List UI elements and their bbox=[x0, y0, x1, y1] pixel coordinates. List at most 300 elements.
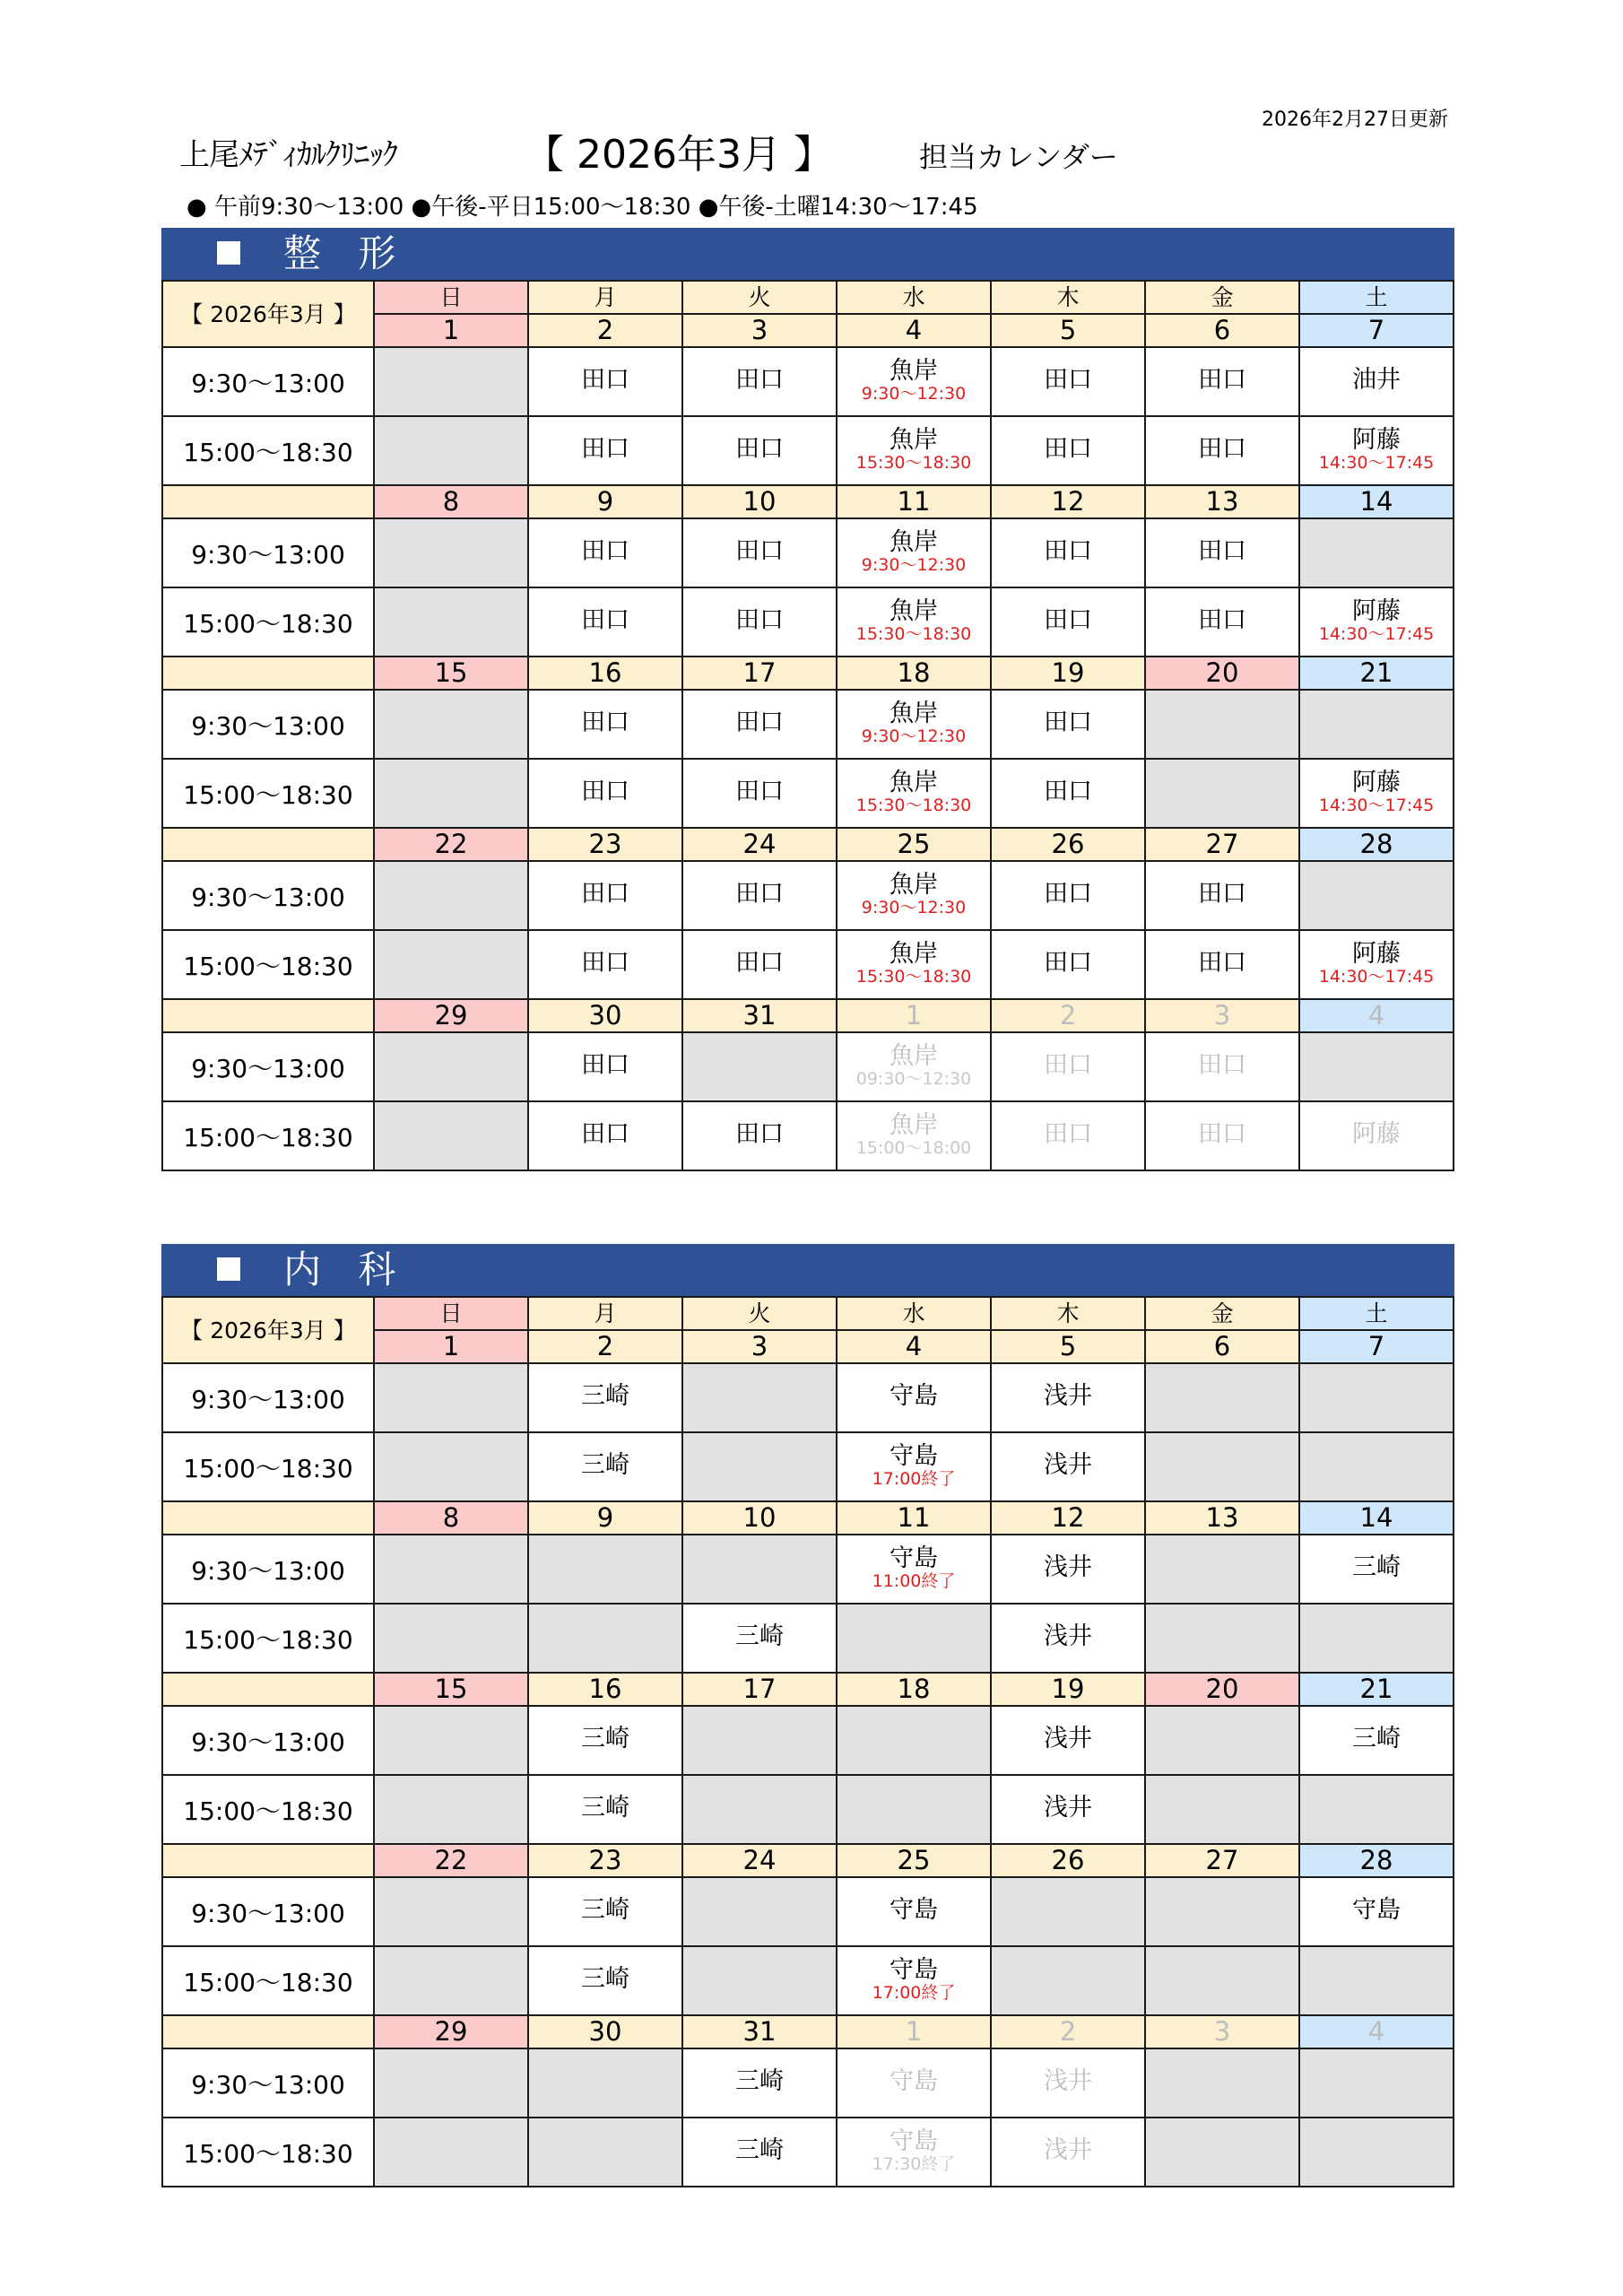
doctor-entry bbox=[1146, 881, 1298, 908]
doctor-entry bbox=[1146, 538, 1298, 565]
doctor-name: 田口 bbox=[581, 365, 629, 394]
time-label: 9:30～13:00 bbox=[162, 1877, 374, 1946]
doctor-cell bbox=[837, 2048, 991, 2118]
doctor-entry bbox=[1300, 1897, 1453, 1924]
date-cell: 10 bbox=[682, 1501, 837, 1535]
doctor-entry bbox=[838, 2068, 990, 2095]
doctor-entry bbox=[683, 607, 836, 634]
doctor-entry bbox=[1300, 941, 1453, 986]
doctor-name: 田口 bbox=[581, 605, 629, 634]
date-cell: 29 bbox=[374, 999, 528, 1032]
month-label: 【 2026年3月 】 bbox=[162, 281, 374, 347]
time-label: 9:30～13:00 bbox=[162, 2048, 374, 2118]
doctor-cell bbox=[682, 759, 837, 828]
date-cell: 13 bbox=[1145, 1501, 1299, 1535]
empty-cell bbox=[1299, 1432, 1454, 1501]
doctor-entry bbox=[529, 1795, 681, 1822]
doctor-entry bbox=[992, 1726, 1144, 1752]
date-cell: 17 bbox=[682, 1673, 837, 1706]
empty-cell bbox=[682, 1877, 837, 1946]
doctor-name: 三崎 bbox=[735, 1622, 784, 1650]
empty-cell bbox=[1299, 518, 1454, 587]
slot-row bbox=[162, 1946, 1454, 2015]
doctor-note: 9:30～12:30 bbox=[861, 554, 967, 575]
empty-cell bbox=[1299, 2048, 1454, 2118]
doctor-cell bbox=[837, 2118, 991, 2187]
date-cell: 19 bbox=[991, 1673, 1145, 1706]
empty-cell bbox=[1145, 1946, 1299, 2015]
date-cell: 14 bbox=[1299, 485, 1454, 518]
slot-row bbox=[162, 930, 1454, 999]
doctor-cell bbox=[528, 759, 682, 828]
doctor-cell bbox=[991, 2048, 1145, 2118]
doctor-name: 田口 bbox=[581, 708, 629, 736]
date-cell: 4 bbox=[1299, 999, 1454, 1032]
doctor-name: 田口 bbox=[1198, 1119, 1246, 1148]
time-label: 15:00～18:30 bbox=[162, 1101, 374, 1170]
doctor-name: 魚岸 bbox=[890, 870, 938, 899]
doctor-note: 17:00終了 bbox=[872, 1468, 956, 1489]
doctor-entry bbox=[838, 941, 990, 986]
slot-row bbox=[162, 587, 1454, 657]
empty-cell bbox=[374, 930, 528, 999]
empty-cell bbox=[1145, 1604, 1299, 1673]
date-cell: 29 bbox=[374, 2015, 528, 2048]
empty-cell bbox=[528, 1604, 682, 1673]
doctor-entry bbox=[1300, 1121, 1453, 1148]
section-internal-medicine bbox=[161, 1244, 1454, 2187]
date-cell: 20 bbox=[1145, 657, 1299, 690]
empty-cell bbox=[1145, 1535, 1299, 1604]
doctor-name: 田口 bbox=[581, 879, 629, 908]
empty-cell bbox=[837, 1775, 991, 1844]
date-cell: 22 bbox=[374, 828, 528, 861]
doctor-entry bbox=[529, 1452, 681, 1479]
doctor-entry bbox=[838, 1043, 990, 1088]
empty-cell bbox=[374, 1877, 528, 1946]
date-cell: 12 bbox=[991, 485, 1145, 518]
doctor-entry bbox=[992, 950, 1144, 977]
doctor-name: 田口 bbox=[1044, 1119, 1092, 1148]
doctor-cell bbox=[1145, 1101, 1299, 1170]
date-cell: 6 bbox=[1145, 314, 1299, 347]
doctor-name: 田口 bbox=[735, 605, 784, 634]
date-cell: 9 bbox=[528, 485, 682, 518]
doctor-name: 魚岸 bbox=[890, 768, 938, 796]
weekday-header: 土 bbox=[1299, 281, 1454, 314]
square-icon bbox=[217, 241, 240, 265]
date-row bbox=[162, 2015, 1454, 2048]
date-cell: 23 bbox=[528, 828, 682, 861]
doctor-name: 田口 bbox=[1198, 536, 1246, 565]
doctor-name: 魚岸 bbox=[890, 596, 938, 625]
date-cell: 31 bbox=[682, 999, 837, 1032]
doctor-name: 田口 bbox=[1198, 879, 1246, 908]
doctor-name: 阿藤 bbox=[1352, 768, 1401, 796]
empty-cell bbox=[1145, 1432, 1299, 1501]
date-row-label bbox=[162, 485, 374, 518]
date-cell: 1 bbox=[374, 1330, 528, 1363]
time-label: 15:00～18:30 bbox=[162, 930, 374, 999]
section-orthopedics bbox=[161, 228, 1454, 1171]
date-cell: 1 bbox=[374, 314, 528, 347]
doctor-cell bbox=[991, 416, 1145, 485]
weekday-header: 火 bbox=[682, 1297, 837, 1330]
empty-cell bbox=[682, 1032, 837, 1101]
doctor-entry bbox=[529, 367, 681, 394]
time-label: 9:30～13:00 bbox=[162, 1535, 374, 1604]
doctor-cell bbox=[837, 1032, 991, 1101]
empty-cell bbox=[1299, 2118, 1454, 2187]
doctor-entry bbox=[992, 1623, 1144, 1650]
empty-cell bbox=[682, 1706, 837, 1775]
date-cell: 1 bbox=[837, 999, 991, 1032]
doctor-name: 田口 bbox=[1044, 879, 1092, 908]
doctor-entry bbox=[838, 872, 990, 917]
doctor-entry bbox=[838, 770, 990, 814]
doctor-name: 田口 bbox=[1198, 365, 1246, 394]
doctor-entry bbox=[1300, 598, 1453, 643]
date-row-label bbox=[162, 657, 374, 690]
doctor-name: 三崎 bbox=[1352, 1552, 1401, 1581]
square-icon bbox=[217, 1257, 240, 1281]
time-label: 15:00～18:30 bbox=[162, 1946, 374, 2015]
doctor-cell bbox=[837, 1101, 991, 1170]
doctor-name: 浅井 bbox=[1044, 2135, 1092, 2164]
doctor-entry bbox=[1300, 1554, 1453, 1581]
date-cell: 4 bbox=[837, 314, 991, 347]
doctor-name: 田口 bbox=[735, 434, 784, 463]
doctor-name: 田口 bbox=[735, 365, 784, 394]
time-label: 15:00～18:30 bbox=[162, 759, 374, 828]
doctor-name: 守島 bbox=[890, 2126, 938, 2155]
doctor-name: 田口 bbox=[581, 434, 629, 463]
doctor-name: 田口 bbox=[735, 777, 784, 805]
doctor-cell bbox=[528, 1706, 682, 1775]
time-label: 9:30～13:00 bbox=[162, 690, 374, 759]
doctor-cell bbox=[682, 416, 837, 485]
doctor-entry bbox=[992, 881, 1144, 908]
doctor-cell bbox=[528, 1101, 682, 1170]
doctor-cell bbox=[1145, 416, 1299, 485]
empty-cell bbox=[991, 1877, 1145, 1946]
date-cell: 24 bbox=[682, 1844, 837, 1877]
doctor-name: 三崎 bbox=[581, 1964, 629, 1993]
doctor-name: 守島 bbox=[890, 1381, 938, 1410]
updated-date: 2026年2月27日更新 bbox=[1262, 109, 1448, 131]
doctor-cell bbox=[837, 1877, 991, 1946]
section-title: 内 科 bbox=[283, 1248, 409, 1292]
doctor-entry bbox=[838, 1545, 990, 1590]
doctor-entry bbox=[529, 778, 681, 805]
doctor-name: 三崎 bbox=[581, 1381, 629, 1410]
slot-row bbox=[162, 759, 1454, 828]
doctor-name: 田口 bbox=[735, 879, 784, 908]
doctor-entry bbox=[992, 436, 1144, 463]
doctor-cell bbox=[837, 930, 991, 999]
empty-cell bbox=[374, 1706, 528, 1775]
date-cell: 6 bbox=[1145, 1330, 1299, 1363]
date-cell: 8 bbox=[374, 1501, 528, 1535]
date-cell: 4 bbox=[1299, 2015, 1454, 2048]
doctor-cell bbox=[528, 1432, 682, 1501]
empty-cell bbox=[374, 518, 528, 587]
slot-row bbox=[162, 1535, 1454, 1604]
doctor-entry bbox=[838, 1383, 990, 1410]
doctor-name: 油井 bbox=[1352, 365, 1401, 394]
empty-cell bbox=[1299, 1946, 1454, 2015]
date-cell: 3 bbox=[682, 314, 837, 347]
doctor-entry bbox=[529, 1897, 681, 1924]
doctor-cell bbox=[1299, 930, 1454, 999]
doctor-entry bbox=[683, 538, 836, 565]
doctor-note: 15:30～18:30 bbox=[855, 795, 972, 815]
doctor-cell bbox=[682, 1604, 837, 1673]
empty-cell bbox=[1145, 690, 1299, 759]
weekday-header: 木 bbox=[991, 281, 1145, 314]
doctor-cell bbox=[991, 861, 1145, 930]
doctor-entry bbox=[683, 709, 836, 736]
doctor-cell bbox=[837, 1363, 991, 1432]
date-cell: 27 bbox=[1145, 1844, 1299, 1877]
doctor-name: 田口 bbox=[1198, 1050, 1246, 1079]
doctor-entry bbox=[1300, 427, 1453, 472]
empty-cell bbox=[1145, 1877, 1299, 1946]
date-cell: 30 bbox=[528, 999, 682, 1032]
doctor-cell bbox=[991, 759, 1145, 828]
empty-cell bbox=[1145, 1775, 1299, 1844]
slot-row bbox=[162, 1706, 1454, 1775]
date-cell: 20 bbox=[1145, 1673, 1299, 1706]
slot-row bbox=[162, 690, 1454, 759]
date-cell: 16 bbox=[528, 1673, 682, 1706]
doctor-name: 田口 bbox=[735, 708, 784, 736]
empty-cell bbox=[374, 587, 528, 657]
empty-cell bbox=[1299, 690, 1454, 759]
doctor-name: 守島 bbox=[890, 2066, 938, 2095]
doctor-entry bbox=[992, 709, 1144, 736]
doctor-note: 17:30終了 bbox=[872, 2153, 956, 2174]
doctor-name: 三崎 bbox=[581, 1793, 629, 1822]
doctor-cell bbox=[1299, 1877, 1454, 1946]
doctor-entry bbox=[683, 367, 836, 394]
doctor-cell bbox=[528, 1032, 682, 1101]
doctor-entry bbox=[992, 1052, 1144, 1079]
time-label: 15:00～18:30 bbox=[162, 587, 374, 657]
doctor-entry bbox=[838, 1443, 990, 1488]
doctor-entry bbox=[529, 1383, 681, 1410]
doctor-name: 田口 bbox=[1044, 777, 1092, 805]
doctor-cell bbox=[837, 690, 991, 759]
date-cell: 25 bbox=[837, 828, 991, 861]
doctor-cell bbox=[1299, 1101, 1454, 1170]
doctor-name: 三崎 bbox=[735, 2135, 784, 2164]
time-label: 9:30～13:00 bbox=[162, 347, 374, 416]
weekday-header: 土 bbox=[1299, 1297, 1454, 1330]
date-cell: 2 bbox=[528, 1330, 682, 1363]
doctor-cell bbox=[528, 1363, 682, 1432]
doctor-cell bbox=[682, 2048, 837, 2118]
empty-cell bbox=[374, 1604, 528, 1673]
empty-cell bbox=[682, 1775, 837, 1844]
doctor-entry bbox=[838, 427, 990, 472]
doctor-entry bbox=[992, 1554, 1144, 1581]
doctor-cell bbox=[528, 587, 682, 657]
time-label: 15:00～18:30 bbox=[162, 1432, 374, 1501]
doctor-entry bbox=[992, 1452, 1144, 1479]
doctor-entry bbox=[992, 1795, 1144, 1822]
date-cell: 5 bbox=[991, 1330, 1145, 1363]
doctor-name: 守島 bbox=[890, 1955, 938, 1984]
doctor-name: 田口 bbox=[735, 948, 784, 977]
time-label: 9:30～13:00 bbox=[162, 518, 374, 587]
doctor-name: 田口 bbox=[735, 536, 784, 565]
doctor-note: 11:00終了 bbox=[872, 1570, 956, 1591]
schedule-table bbox=[161, 280, 1454, 1171]
doctor-cell bbox=[1299, 1535, 1454, 1604]
doctor-cell bbox=[1145, 1032, 1299, 1101]
doctor-cell bbox=[991, 518, 1145, 587]
date-cell: 1 bbox=[837, 2015, 991, 2048]
date-cell: 11 bbox=[837, 485, 991, 518]
doctor-cell bbox=[991, 1775, 1145, 1844]
time-label: 15:00～18:30 bbox=[162, 1604, 374, 1673]
empty-cell bbox=[991, 1946, 1145, 2015]
date-row bbox=[162, 1844, 1454, 1877]
doctor-entry bbox=[992, 778, 1144, 805]
doctor-cell bbox=[682, 2118, 837, 2187]
date-cell: 11 bbox=[837, 1501, 991, 1535]
doctor-cell bbox=[1299, 347, 1454, 416]
doctor-entry bbox=[992, 367, 1144, 394]
empty-cell bbox=[374, 690, 528, 759]
empty-cell bbox=[374, 2048, 528, 2118]
doctor-cell bbox=[837, 518, 991, 587]
doctor-note: 15:30～18:30 bbox=[855, 623, 972, 644]
section-header bbox=[161, 1244, 1454, 1296]
date-cell: 22 bbox=[374, 1844, 528, 1877]
doctor-note: 14:30～17:45 bbox=[1318, 623, 1435, 644]
doctor-note: 14:30～17:45 bbox=[1318, 966, 1435, 987]
doctor-entry bbox=[529, 709, 681, 736]
empty-cell bbox=[528, 2048, 682, 2118]
date-row bbox=[162, 1501, 1454, 1535]
date-row-label bbox=[162, 999, 374, 1032]
date-row bbox=[162, 485, 1454, 518]
date-cell: 2 bbox=[991, 2015, 1145, 2048]
doctor-cell bbox=[682, 930, 837, 999]
doctor-entry bbox=[1300, 1726, 1453, 1752]
doctor-entry bbox=[1146, 1121, 1298, 1148]
time-label: 9:30～13:00 bbox=[162, 1032, 374, 1101]
date-cell: 27 bbox=[1145, 828, 1299, 861]
doctor-entry bbox=[1300, 367, 1453, 394]
empty-cell bbox=[528, 1535, 682, 1604]
doctor-name: 魚岸 bbox=[890, 527, 938, 556]
doctor-entry bbox=[1146, 1052, 1298, 1079]
doctor-entry bbox=[1146, 367, 1298, 394]
doctor-entry bbox=[1146, 436, 1298, 463]
empty-cell bbox=[682, 1946, 837, 2015]
doctor-name: 田口 bbox=[735, 1119, 784, 1148]
doctor-cell bbox=[528, 1877, 682, 1946]
empty-cell bbox=[1145, 1706, 1299, 1775]
weekday-header: 水 bbox=[837, 281, 991, 314]
empty-cell bbox=[682, 1432, 837, 1501]
doctor-cell bbox=[991, 2118, 1145, 2187]
empty-cell bbox=[1299, 861, 1454, 930]
time-label: 9:30～13:00 bbox=[162, 861, 374, 930]
date-cell: 13 bbox=[1145, 485, 1299, 518]
doctor-name: 守島 bbox=[1352, 1895, 1401, 1924]
empty-cell bbox=[374, 1101, 528, 1170]
doctor-name: 田口 bbox=[581, 1119, 629, 1148]
doctor-cell bbox=[528, 1775, 682, 1844]
doctor-entry bbox=[992, 607, 1144, 634]
doctor-name: 田口 bbox=[1198, 434, 1246, 463]
doctor-cell bbox=[991, 690, 1145, 759]
calendar-label: 担当カレンダー bbox=[919, 140, 1118, 174]
doctor-cell bbox=[528, 1946, 682, 2015]
doctor-cell bbox=[528, 416, 682, 485]
doctor-name: 浅井 bbox=[1044, 2066, 1092, 2095]
doctor-cell bbox=[991, 1032, 1145, 1101]
empty-cell bbox=[682, 1363, 837, 1432]
date-cell: 3 bbox=[1145, 2015, 1299, 2048]
doctor-cell bbox=[837, 1432, 991, 1501]
empty-cell bbox=[374, 759, 528, 828]
slot-row bbox=[162, 1101, 1454, 1170]
doctor-name: 田口 bbox=[581, 536, 629, 565]
doctor-cell bbox=[528, 690, 682, 759]
time-label: 9:30～13:00 bbox=[162, 1706, 374, 1775]
doctor-cell bbox=[991, 1101, 1145, 1170]
weekday-header: 水 bbox=[837, 1297, 991, 1330]
doctor-entry bbox=[1300, 770, 1453, 814]
doctor-cell bbox=[682, 587, 837, 657]
date-cell: 15 bbox=[374, 1673, 528, 1706]
doctor-entry bbox=[529, 436, 681, 463]
doctor-entry bbox=[529, 881, 681, 908]
doctor-entry bbox=[683, 778, 836, 805]
empty-cell bbox=[374, 861, 528, 930]
doctor-name: 浅井 bbox=[1044, 1724, 1092, 1752]
empty-cell bbox=[1145, 759, 1299, 828]
slot-row bbox=[162, 1775, 1454, 1844]
empty-cell bbox=[1299, 1775, 1454, 1844]
date-cell: 2 bbox=[528, 314, 682, 347]
doctor-cell bbox=[1299, 759, 1454, 828]
doctor-name: 魚岸 bbox=[890, 1110, 938, 1139]
doctor-entry bbox=[683, 1623, 836, 1650]
doctor-entry bbox=[838, 529, 990, 574]
doctor-name: 浅井 bbox=[1044, 1622, 1092, 1650]
date-row bbox=[162, 828, 1454, 861]
doctor-cell bbox=[1145, 587, 1299, 657]
doctor-entry bbox=[838, 1112, 990, 1157]
date-row bbox=[162, 999, 1454, 1032]
doctor-entry bbox=[992, 538, 1144, 565]
doctor-cell bbox=[837, 347, 991, 416]
doctor-name: 魚岸 bbox=[890, 425, 938, 454]
date-row bbox=[162, 657, 1454, 690]
doctor-cell bbox=[991, 347, 1145, 416]
empty-cell bbox=[374, 2118, 528, 2187]
doctor-cell bbox=[1145, 930, 1299, 999]
doctor-name: 守島 bbox=[890, 1895, 938, 1924]
doctor-name: 魚岸 bbox=[890, 356, 938, 385]
doctor-cell bbox=[528, 518, 682, 587]
